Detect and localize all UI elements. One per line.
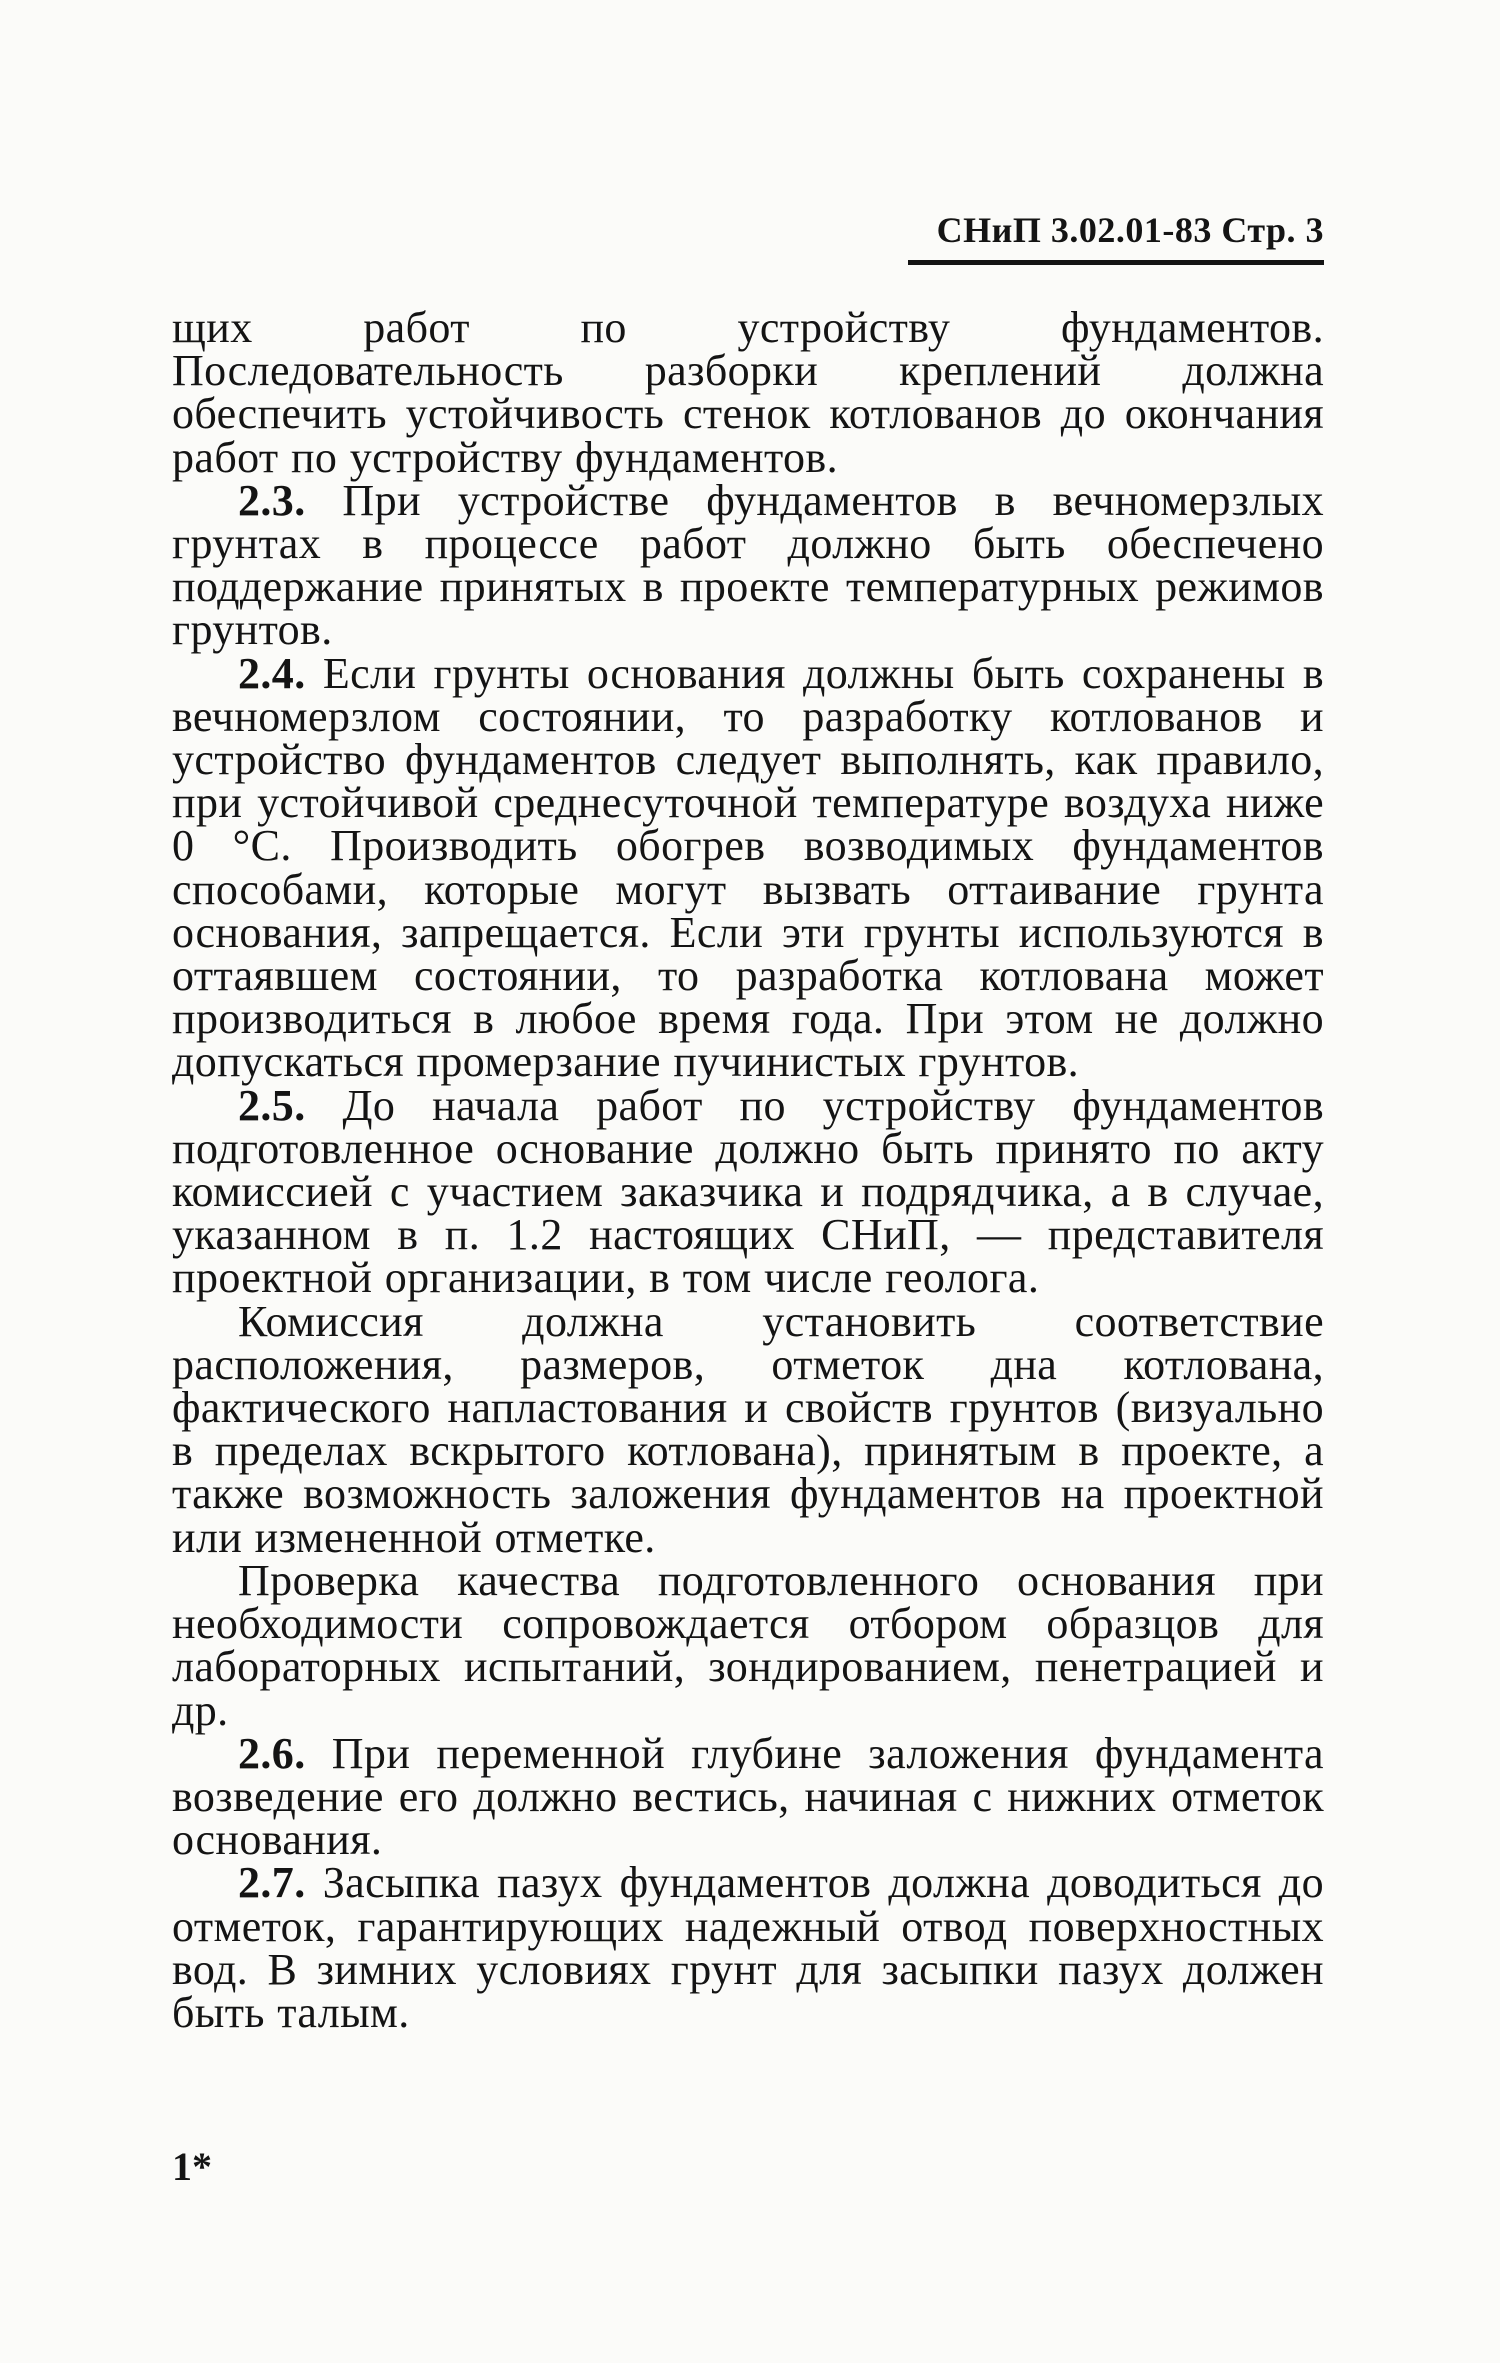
paragraph-number: 2.7. [238, 1858, 306, 1908]
document-code-and-page-number: СНиП 3.02.01-83 Стр. 3 [936, 210, 1324, 250]
header-rule [908, 260, 1324, 265]
paragraph-text: щих работ по устройству фундаментов. Последовательность разборки креплений должна обеспечить устойчивость стенок котлованов до окончания работ по устройству фундаментов. [172, 303, 1324, 482]
paragraph-text: Комиссия должна установить соответствие расположения, размеров, отметок дна котлована, фактического напластования и свойств грунтов (визуально в пределах вскрытого котлована), принятым в проекте, а также возможность заложения фундаментов на проектной или измененной отметке. [172, 1296, 1324, 1562]
paragraph-quality-check [172, 1555, 1324, 1735]
paragraph-continuation [172, 303, 1324, 482]
paragraph-text: Засыпка пазух фундаментов должна доводиться до отметок, гарантирующих надежный отвод поверхностных вод. В зимних условиях грунт для засыпки пазух должен быть талым. [172, 1858, 1324, 2037]
paragraph-2-7 [172, 1858, 1324, 2037]
body-text [172, 303, 1324, 2037]
paragraph-2-4 [172, 648, 1324, 1087]
page-header [908, 206, 1324, 268]
paragraph-number: 2.5. [238, 1080, 306, 1130]
paragraph-commission [172, 1296, 1324, 1562]
paragraph-text: До начала работ по устройству фундаментов подготовленное основание должно быть принято по акту комиссией с участием заказчика и подрядчика, а в случае, указанном в п. 1.2 настоящих СНиП, — представителя проектной организации, в том числе геолога. [172, 1080, 1324, 1303]
paragraph-text: Если грунты основания должны быть сохранены в вечномерзлом состоянии, то разработку котлованов и устройство фундаментов следует выполнять, как правило, при устойчивой среднесуточной температуре воздуха ниже 0 °С. Производить обогрев возводимых фундаментов способами, которые могут вызвать оттаивание грунта основания, запрещается. Если эти грунты используются в оттаявшем состоянии, то разработка котлована может производиться в любое время года. При этом не должно допускаться промерзание пучинистых грунтов. [172, 648, 1324, 1087]
paragraph-text: При переменной глубине заложения фундамента возведение его должно вестись, начиная с нижних отметок основания. [172, 1728, 1324, 1865]
paragraph-number: 2.4. [238, 648, 306, 698]
paragraph-2-6 [172, 1728, 1324, 1865]
paragraph-text: Проверка качества подготовленного основания при необходимости сопровождается отбором образцов для лабораторных испытаний, зондированием, пенетрацией и др. [172, 1555, 1324, 1735]
signature-mark: 1* [172, 2144, 212, 2189]
paragraph-2-5 [172, 1080, 1324, 1303]
paragraph-number: 2.3. [238, 475, 306, 525]
paragraph-number: 2.6. [238, 1728, 306, 1778]
paragraph-text: При устройстве фундаментов в вечномерзлых грунтах в процессе работ должно быть обеспечено поддержание принятых в проекте температурных режимов грунтов. [172, 475, 1324, 655]
paragraph-2-3 [172, 475, 1324, 655]
